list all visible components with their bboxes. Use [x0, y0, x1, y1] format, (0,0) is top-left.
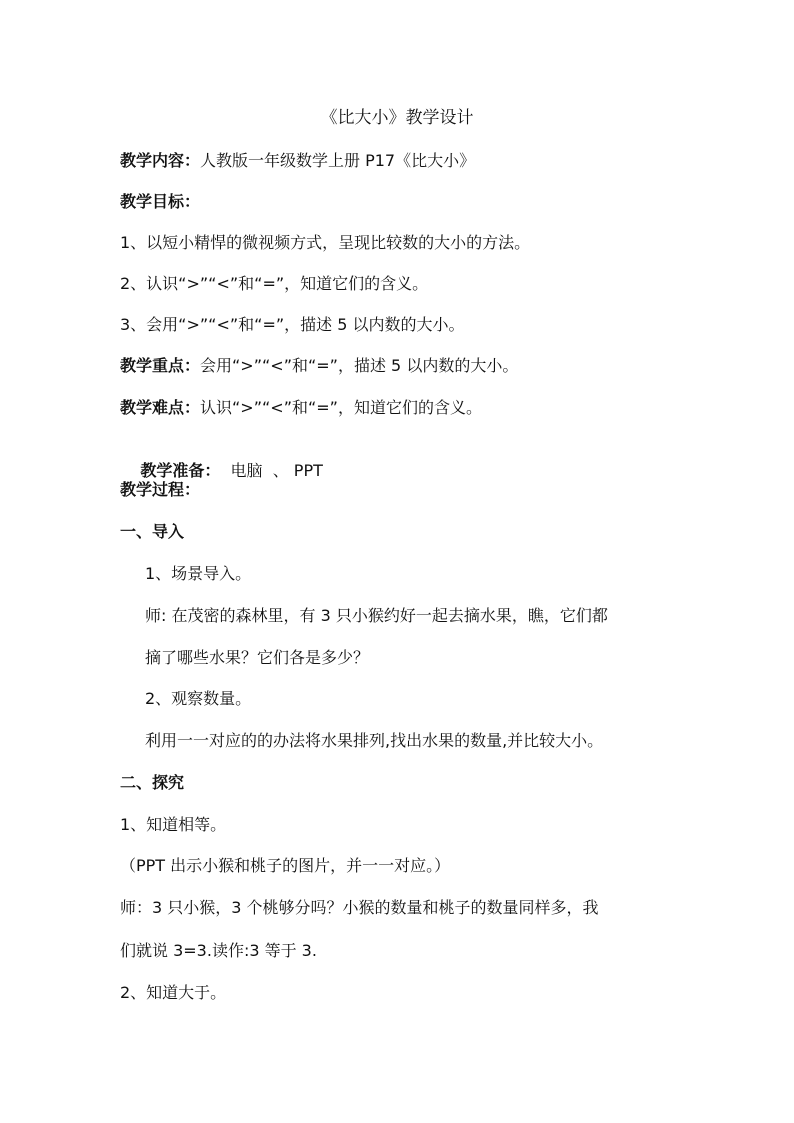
document-title: 《比大小》教学设计	[320, 108, 474, 128]
preparation-text: 电脑 、 PPT	[220, 461, 323, 480]
process-label: 教学过程：	[120, 480, 201, 499]
objective-item: 3、会用“>”“<”和“=”，描述 5 以内数的大小。	[120, 315, 465, 334]
section-one-teacher-line: 摘了哪些水果？它们各是多少？	[145, 648, 370, 667]
section-two-teacher-line: 们就说 3=3.读作:3 等于 3.	[120, 941, 317, 960]
section-one-teacher-line: 师: 在茂密的森林里，有 3 只小猴约好一起去摘水果，瞧，它们都	[145, 606, 608, 625]
section-one-heading: 一、导入	[120, 522, 185, 541]
section-one-step-one: 1、场景导入。	[145, 564, 252, 583]
section-one-method: 利用一一对应的的办法将水果排列,找出水果的数量,并比较大小。	[145, 731, 604, 750]
teaching-content	[120, 150, 690, 172]
section-two-step-two: 2、知道大于。	[120, 983, 227, 1002]
difficulty-text: 认识“>”“<”和“=”，知道它们的含义。	[200, 398, 482, 417]
section-one-step-two: 2、观察数量。	[145, 689, 252, 708]
difficulty	[120, 397, 690, 419]
difficulty-label: 教学难点：	[120, 398, 201, 417]
section-two-note: （PPT 出示小猴和桃子的图片，并一一对应。）	[120, 856, 451, 875]
teaching-content-text: 人教版一年级数学上册 P17《比大小》	[200, 151, 476, 170]
objective-item: 1、以短小精悍的微视频方式，呈现比较数的大小的方法。	[120, 233, 531, 252]
section-two-teacher-line: 师：3 只小猴，3 个桃够分吗？小猴的数量和桃子的数量同样多，我	[120, 898, 599, 917]
process-heading	[120, 479, 690, 501]
preparation-label: 教学准备：	[140, 461, 221, 480]
key-point-label: 教学重点：	[120, 356, 201, 375]
teaching-content-label: 教学内容：	[120, 151, 201, 170]
section-two-step-one: 1、知道相等。	[120, 815, 227, 834]
key-point	[120, 355, 690, 377]
key-point-text: 会用“>”“<”和“=”，描述 5 以内数的大小。	[200, 356, 519, 375]
objective-item: 2、认识“>”“<”和“=”，知道它们的含义。	[120, 274, 429, 293]
objectives-heading	[120, 191, 690, 213]
section-two-heading: 二、探究	[120, 773, 185, 792]
objectives-label: 教学目标：	[120, 192, 201, 211]
